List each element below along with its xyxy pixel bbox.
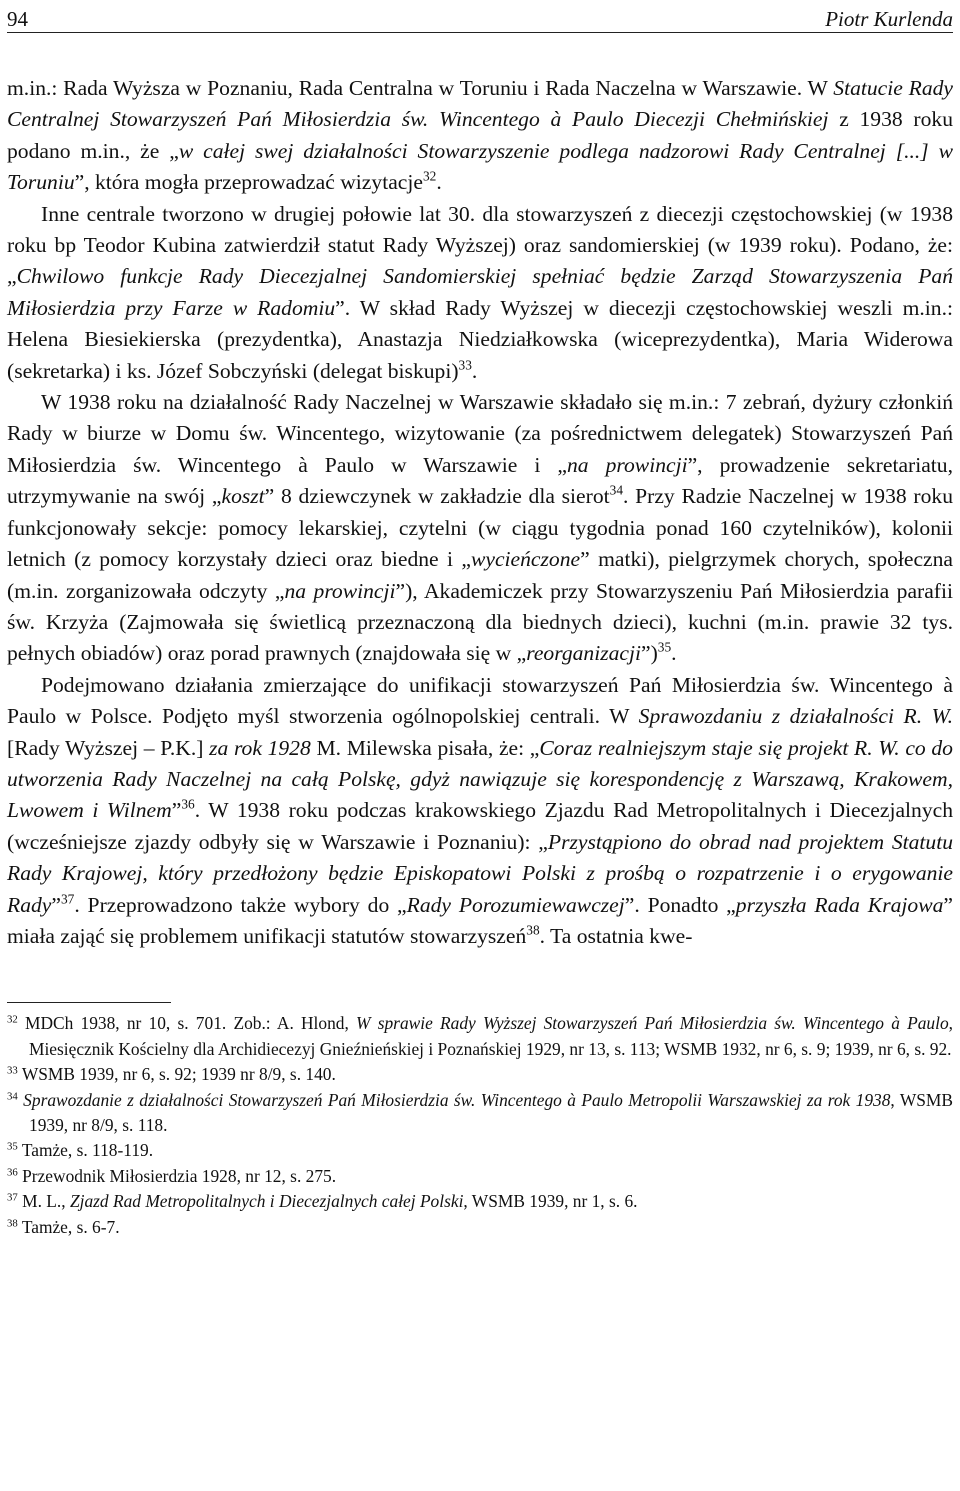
- text-run: ”. Ponadto „: [624, 892, 736, 917]
- running-head-author: Piotr Kurlenda: [825, 7, 953, 31]
- footnote: [7, 1189, 953, 1214]
- footnote-ref: 36: [181, 797, 195, 813]
- italic-text: Zjazd Rad Metropolitalnych i Diecezjalnych całej Polski: [69, 1191, 464, 1212]
- text-run: ”), Akademiczek przy Stowarzyszeniu Pań Miłosierdzia parafii św. Krzyża (Zajmowała się świetlicą przeznaczoną dla biednych dzieci), kuchni (m.in. prawie 32 tys. pełnych obiadów) oraz porad prawnych (znajdowała się w „: [7, 578, 953, 666]
- text-run: ” matki), pielgrzymek chorych, społeczna (m.in. zorganizowała odczyty „: [7, 547, 953, 603]
- italic-text: Statucie Rady Centralnej Stowarzyszeń Pań Miłosierdzia św. Wincentego à Paulo Diecezji Chełmińskiej: [7, 76, 953, 132]
- footnote: [7, 1011, 953, 1062]
- text-run: ”: [171, 798, 182, 823]
- text-run: WSMB 1939, nr 6, s. 92; 1939 nr 8/9, s. 140.: [21, 1064, 336, 1085]
- text-run: M. L.,: [22, 1191, 70, 1212]
- paragraph: [7, 73, 953, 199]
- italic-text: na prowincji: [567, 452, 688, 477]
- footnote-ref: 37: [60, 891, 75, 907]
- page-number: 94: [7, 7, 28, 31]
- text-run: ”, która mogła przeprowadzać wizytacje: [74, 170, 423, 195]
- text-run: , Miesięcznik Kościelny dla Archidiecezyj Gnieźnieńskiej i Poznańskiej 1929, nr 13, s. 113; WSMB 1932, nr 6, s. 9; 1939, nr 6, s. 92.: [29, 1013, 954, 1059]
- footnote-separator: [7, 1002, 171, 1003]
- footnotes: [7, 1011, 953, 1240]
- text-run: M. Milewska pisała, że: „: [310, 735, 540, 760]
- footnote-number: 37: [7, 1191, 18, 1204]
- italic-text: wycieńczone: [470, 547, 581, 572]
- italic-text: Coraz realniejszym staje się projekt R. W. co do utworzenia Rady Naczelnej na całą Polskę, gdyż nawiązuje się korespondencję z Warszawą, Krakowem, Lwowem i Wilnem: [7, 735, 953, 823]
- text-run: Podejmowano działania zmierzające do unifikacji stowarzyszeń Pań Miłosierdzia św. Wincentego à Paulo w Polsce. Podjęto myśl stworzenia ogólnopolskiej centrali. W: [7, 672, 953, 729]
- text-run: . Przy Radzie Naczelnej w 1938 roku funkcjonowały sekcje: pomocy lekarskiej, czytelni (w ciągu tygodnia ponad 160 czytelników), kolonii letnich (z pomocy korzystały dzieci oraz biedne i „: [7, 484, 953, 572]
- text-run: .: [436, 170, 442, 195]
- footnote-number: 38: [7, 1216, 18, 1229]
- text-run: . Przeprowadzono także wybory do „: [74, 892, 407, 917]
- text-run: , WSMB 1939, nr 1, s. 6.: [463, 1191, 638, 1212]
- footnote: [7, 1062, 953, 1087]
- text-run: W 1938 roku na działalność Rady Naczelnej w Warszawie składało się m.in.: 7 zebrań, dyżury członkiń Rady w biurze w Domu św. Wincentego, wizytowanie (za pośrednictwem delegatek) Stowarzyszeń Pań Miłosierdzia św. Wincentego à Paulo w Warszawie i „: [7, 390, 953, 477]
- footnote-ref: 35: [657, 640, 672, 656]
- text-run: Przewodnik Miłosierdzia 1928, nr 12, s. 275.: [22, 1165, 337, 1186]
- paragraph: [7, 199, 953, 387]
- text-run: . Ta ostatnia kwe-: [539, 923, 693, 948]
- text-run: Inne centrale tworzono w drugiej połowie lat 30. dla stowarzyszeń z diecezji częstochowskiej (w 1938 roku bp Teodor Kubina zatwierdził statut Rady Wyższej) oraz sandomierskiej (w 1939 roku). Podano, że: „: [7, 201, 953, 289]
- text-run: .: [471, 358, 478, 383]
- text-run: Tamże, s. 6-7.: [21, 1216, 120, 1237]
- footnote-number: 35: [7, 1140, 18, 1153]
- italic-text: w całej swej działalności Stowarzyszenie podlega nadzorowi Rady Centralnej [...] w Toruniu: [7, 138, 953, 195]
- italic-text: W sprawie Rady Wyższej Stowarzyszeń Pań Miłosierdzia św. Wincentego à Paulo: [356, 1013, 949, 1034]
- footnote-number: 33: [7, 1064, 18, 1077]
- text-run: ”): [641, 641, 658, 666]
- italic-text: Chwilowo funkcje Rady Diecezjalnej Sandomierskiej spełniać będzie Zarząd Stowarzyszenia Pań Miłosierdzia przy Farze w Radomiu: [7, 264, 953, 320]
- footnote-number: 36: [7, 1166, 18, 1179]
- text-run: .: [671, 641, 677, 666]
- text-run: m.in.: Rada Wyższa w Poznaniu, Rada Centralna w Toruniu i Rada Naczelna w Warszawie. W: [7, 76, 834, 100]
- paragraph: [7, 670, 953, 953]
- footnote-number: 32: [7, 1013, 18, 1026]
- text-run: , WSMB 1939, nr 8/9, s. 118.: [29, 1089, 953, 1135]
- paragraph: [7, 387, 953, 670]
- text-run: ” 8 dziewczynek w zakładzie dla sierot: [264, 484, 610, 509]
- italic-text: za rok 1928: [209, 735, 311, 760]
- italic-text: reorganizacji: [526, 641, 642, 666]
- footnote-ref: 34: [609, 482, 623, 498]
- italic-text: na prowincji: [284, 578, 396, 603]
- footnote: [7, 1164, 953, 1189]
- text-run: Tamże, s. 118-119.: [21, 1140, 154, 1161]
- text-run: [Rady Wyższej – P.K.]: [7, 735, 210, 760]
- italic-text: koszt: [221, 484, 265, 509]
- italic-text: Sprawozdanie z działalności Stowarzyszeń Pań Miłosierdzia św. Wincentego à Paulo Metropolii Warszawskiej za rok 1938: [23, 1089, 891, 1110]
- text-run: z 1938 roku podano m.in., że „: [7, 107, 953, 163]
- italic-text: Rady Porozumiewawczej: [406, 892, 625, 917]
- italic-text: Przystąpiono do obrad nad projektem Statutu Rady Krajowej, który przedłożony będzie Episkopatowi Polski z prośbą o rozpatrzenie i o erygowanie Rady: [7, 829, 954, 917]
- footnote: [7, 1215, 953, 1240]
- footnote-number: 34: [7, 1089, 18, 1102]
- footnote-ref: 33: [458, 357, 472, 373]
- footnote-ref: 32: [422, 168, 437, 184]
- text-run: . W 1938 roku podczas krakowskiego Zjazdu Rad Metropolitalnych i Diecezjalnych (wcześniejsze zjazdy odbyły się w Warszawie i Poznaniu): „: [7, 798, 954, 854]
- italic-text: przyszła Rada Krajowa: [735, 892, 944, 917]
- page: [7, 0, 953, 1240]
- text-run: ”. W skład Rady Wyższej w diecezji częstochowskiej weszli m.in.: Helena Biesiekierska (prezydentka), Anastazja Niedziałkowska (wiceprezydentka), Maria Widerowa (sekretarka) i ks. Józef Sobczyński (delegat biskupi): [7, 295, 953, 383]
- text-run: MDCh 1938, nr 10, s. 701. Zob.: A. Hlond,: [24, 1013, 357, 1034]
- italic-text: Sprawozdaniu z działalności R. W.: [638, 704, 953, 729]
- text-run: ”: [51, 892, 61, 917]
- footnote: [7, 1088, 953, 1139]
- text-run: ” miała zająć się problemem unifikacji statutów stowarzyszeń: [7, 892, 953, 948]
- running-header: [7, 0, 953, 33]
- footnote: [7, 1138, 953, 1163]
- main-text: [7, 73, 953, 952]
- footnote-ref: 38: [526, 922, 540, 938]
- text-run: ”, prowadzenie sekretariatu, utrzymywanie na swój „: [7, 452, 953, 509]
